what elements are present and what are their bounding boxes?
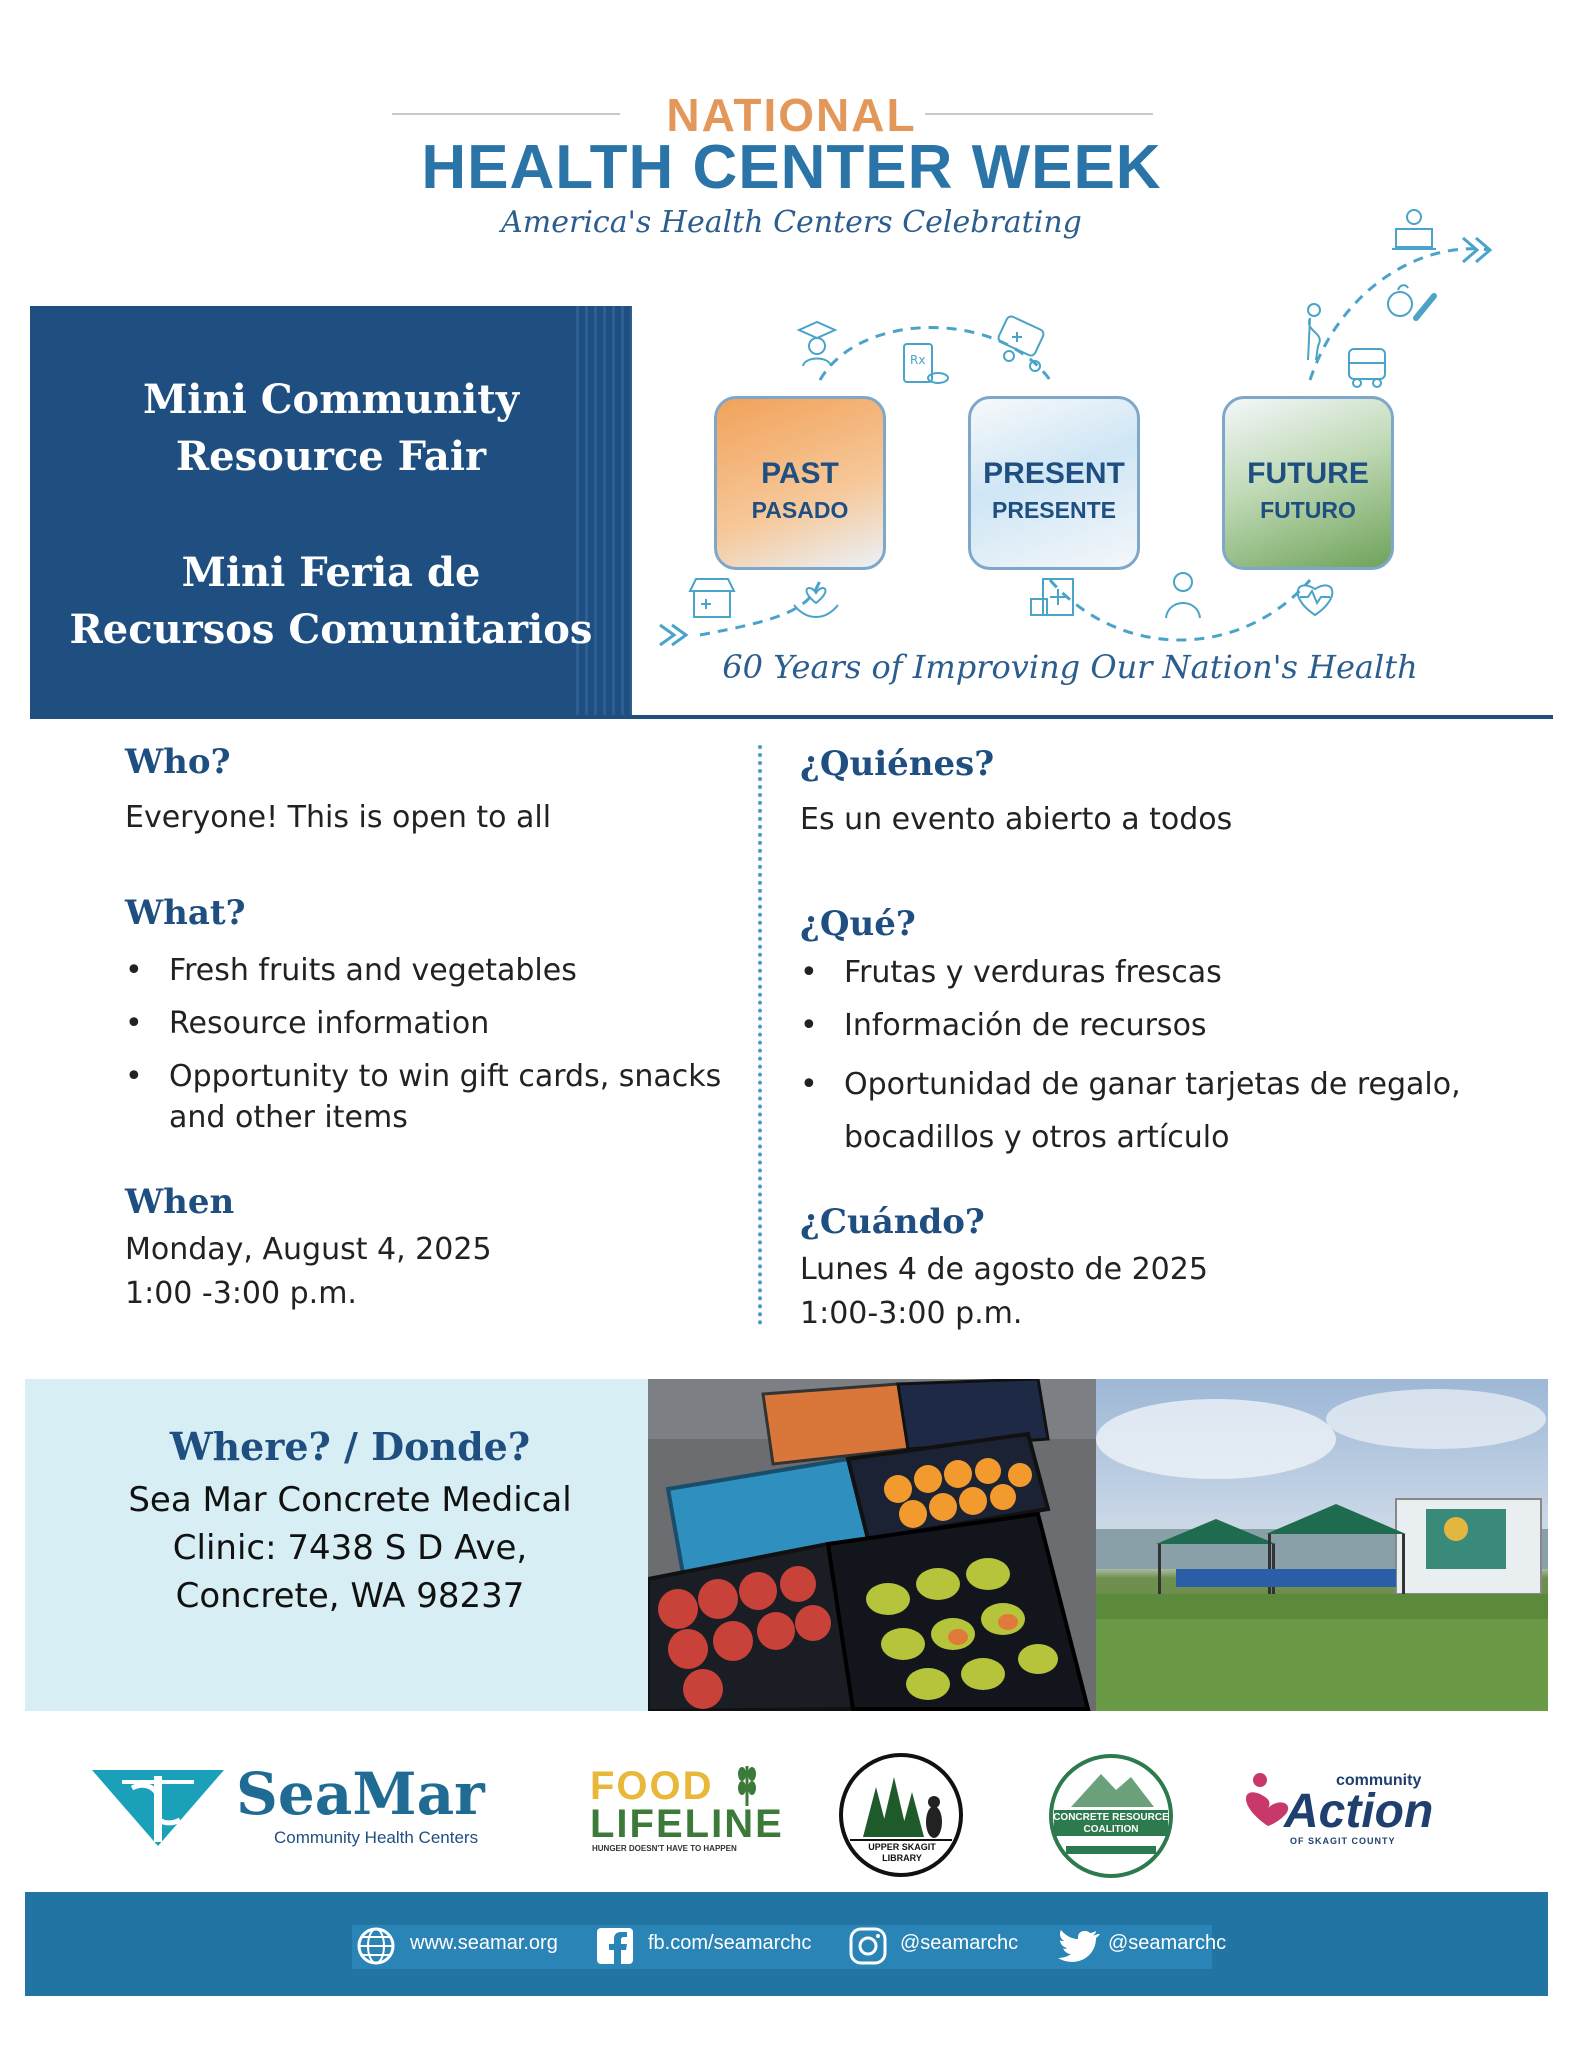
- food-lifeline-food: FOOD: [590, 1764, 714, 1808]
- clinic-store-icon: [686, 575, 738, 621]
- school-bus-icon: [1345, 345, 1389, 391]
- where-address-line3: Concrete, WA 98237: [175, 1576, 525, 1616]
- nurse-icon: [1160, 568, 1206, 620]
- event-title-en-line1: Mini Community: [143, 376, 519, 423]
- cuando-heading: ¿Cuándo?: [800, 1202, 985, 1242]
- facebook-icon: [595, 1926, 635, 1966]
- timeline-future-label-es: FUTURO: [1260, 497, 1356, 523]
- header-title: HEALTH CENTER WEEK: [421, 133, 1162, 202]
- footer-facebook-link[interactable]: fb.com/seamarchc: [648, 1932, 812, 1954]
- care-hands-icon: [790, 575, 842, 621]
- timeline-past-box: [714, 396, 886, 570]
- wheat-icon: [734, 1762, 760, 1806]
- que-item: • Información de recursos: [800, 1005, 1480, 1046]
- where-heading: Where? / Donde?: [169, 1424, 531, 1469]
- timeline-future-box: [1222, 396, 1394, 570]
- seamar-logo-name: SeaMar: [236, 1760, 485, 1828]
- who-text: Everyone! This is open to all: [125, 800, 552, 835]
- instagram-icon: [848, 1926, 888, 1966]
- quienes-text: Es un evento abierto a todos: [800, 802, 1233, 837]
- seamar-logo-tagline: Community Health Centers: [274, 1828, 479, 1847]
- food-lifeline-lifeline: LIFELINE: [590, 1802, 784, 1846]
- when-heading: When: [125, 1182, 235, 1222]
- community-action-tagline: OF SKAGIT COUNTY: [1290, 1836, 1396, 1846]
- event-title-es-line2: Recursos Comunitarios: [69, 606, 593, 653]
- header-divider: [30, 715, 1553, 719]
- what-item: • Fresh fruits and vegetables: [125, 950, 725, 991]
- outdoor-tents-photo: [1096, 1379, 1548, 1711]
- library-logo-text: UPPER SKAGIT LIBRARY: [868, 1842, 936, 1863]
- what-item: • Opportunity to win gift cards, snacks and other items: [125, 1056, 725, 1138]
- seamar-logo-icon: [92, 1768, 224, 1848]
- timeline-past-label: PAST: [761, 457, 839, 490]
- que-item: • Oportunidad de ganar tarjetas de regalo, bocadillos y otros artículo: [800, 1058, 1480, 1164]
- doctor-laptop-icon: [1390, 205, 1438, 253]
- globe-icon: [356, 1926, 396, 1966]
- food-lifeline-tagline: HUNGER DOESN'T HAVE TO HAPPEN: [592, 1844, 737, 1853]
- what-heading: What?: [125, 893, 246, 933]
- what-item: • Resource information: [125, 1003, 725, 1044]
- que-list: [800, 952, 1480, 1176]
- footer-website-link[interactable]: www.seamar.org: [410, 1932, 558, 1954]
- quienes-heading: ¿Quiénes?: [800, 744, 995, 784]
- que-heading: ¿Qué?: [800, 904, 916, 944]
- when-time: 1:00 -3:00 p.m.: [125, 1276, 357, 1311]
- ambulance-icon: [995, 312, 1051, 372]
- heartbeat-icon: [1288, 575, 1342, 619]
- event-title-en-line2: Resource Fair: [175, 433, 487, 480]
- where-address-line2: Clinic: 7438 S D Ave,: [172, 1528, 528, 1568]
- event-title-es-line1: Mini Feria de: [181, 549, 481, 596]
- footer-twitter-link[interactable]: @seamarchc: [1108, 1932, 1227, 1954]
- que-item: • Frutas y verduras frescas: [800, 952, 1480, 993]
- coalition-logo-text: CONCRETE RESOURCE COALITION: [1053, 1812, 1169, 1835]
- first-aid-icon: [1027, 575, 1077, 621]
- pregnant-woman-icon: [1296, 302, 1332, 362]
- cuando-time: 1:00-3:00 p.m.: [800, 1296, 1023, 1331]
- timeline-present-label-es: PRESENTE: [992, 497, 1116, 523]
- timeline-present-box: [968, 396, 1140, 570]
- community-action-big: Action: [1284, 1785, 1434, 1838]
- twitter-icon: [1056, 1926, 1100, 1966]
- community-action-small: community: [1336, 1772, 1422, 1789]
- timeline-future-label: FUTURE: [1247, 457, 1369, 490]
- header-national: NATIONAL: [666, 89, 917, 141]
- column-divider: [758, 745, 762, 1325]
- event-title-box: [30, 306, 632, 715]
- cuando-date: Lunes 4 de agosto de 2025: [800, 1252, 1208, 1287]
- what-list: [125, 950, 725, 1150]
- where-address-line1: Sea Mar Concrete Medical: [128, 1480, 572, 1520]
- vegetables-icon: [1380, 280, 1440, 330]
- timeline-caption: 60 Years of Improving Our Nation's Health: [722, 648, 1418, 686]
- footer-instagram-link[interactable]: @seamarchc: [900, 1932, 1019, 1954]
- prescription-icon: [900, 340, 950, 388]
- where-address: [40, 1476, 660, 1620]
- timeline-past-label-es: PASADO: [751, 497, 849, 523]
- header-subtitle: America's Health Centers Celebrating: [501, 205, 1082, 240]
- timeline-present-label: PRESENT: [983, 457, 1125, 490]
- produce-crates-photo: [648, 1379, 1096, 1711]
- graduate-icon: [795, 318, 839, 368]
- when-date: Monday, August 4, 2025: [125, 1232, 492, 1267]
- who-heading: Who?: [125, 742, 231, 782]
- svg-text:Rx: Rx: [910, 353, 926, 367]
